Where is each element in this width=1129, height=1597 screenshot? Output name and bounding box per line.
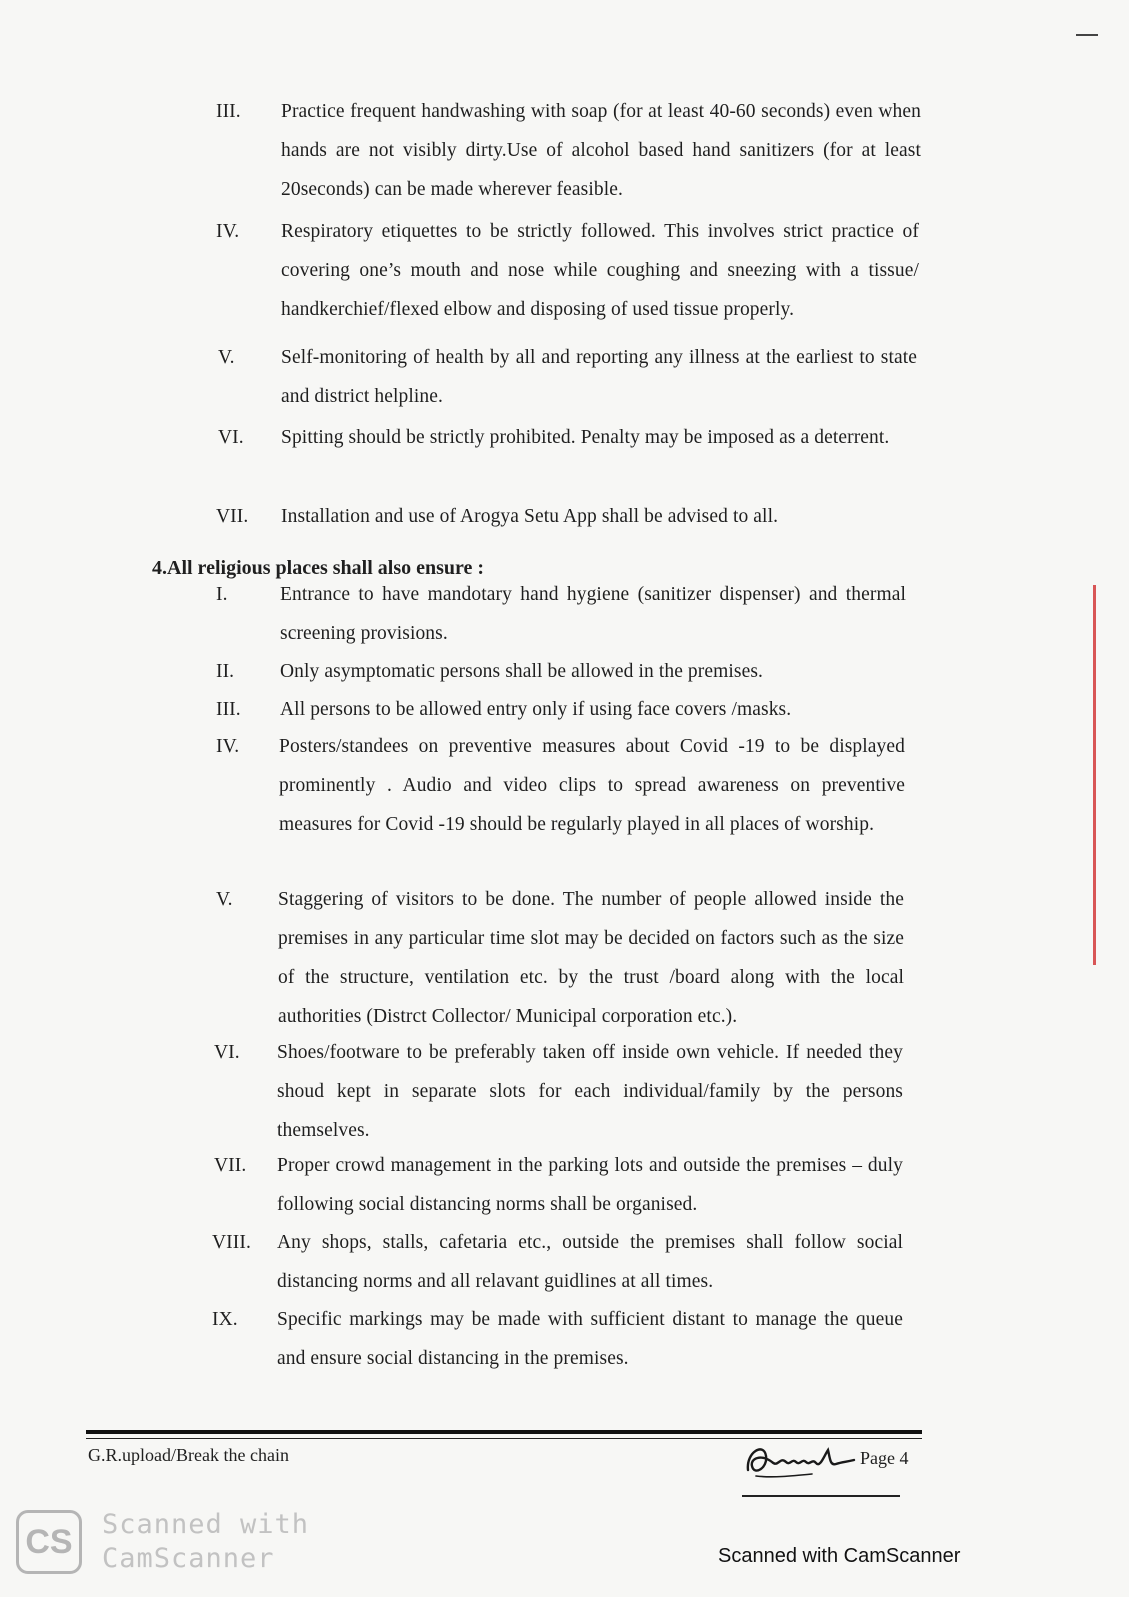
signature-underline: [742, 1495, 900, 1497]
item-numeral: VII.: [216, 506, 249, 527]
item-text: Respiratory etiquettes to be strictly followed. This involves strict practice of covering one’s mouth and nose while coughing and sneezing with a tissue/ handkerchief/flexed elbow and disposing of used tissue properly.: [281, 221, 919, 320]
footer-document-id: G.R.upload/Break the chain: [88, 1445, 289, 1465]
item-numeral: IV.: [216, 221, 240, 242]
item-text: Self-monitoring of health by all and reporting any illness at the earliest to state and district helpline.: [281, 347, 917, 407]
item-numeral: III.: [216, 699, 241, 720]
scan-watermark-corner: Scanned with CamScanner: [718, 1545, 961, 1567]
item-text: Spitting should be strictly prohibited. Penalty may be imposed as a deterrent.: [281, 427, 890, 448]
item-numeral: III.: [216, 101, 241, 122]
watermark-line-2: CamScanner: [102, 1543, 275, 1574]
item-numeral: IX.: [212, 1309, 238, 1330]
item-text: Entrance to have mandotary hand hygiene (sanitizer dispenser) and thermal screening provisions.: [280, 584, 906, 644]
item-text: Posters/standees on preventive measures about Covid -19 to be displayed prominently . Audio and video clips to spread awareness on preventive measures for Covid -19 should be regularly played in all places of worship.: [279, 736, 905, 835]
page-edge-mark: [1076, 34, 1098, 36]
item-numeral: VI.: [218, 427, 244, 448]
item-text: Specific markings may be made with sufficient distant to manage the queue and ensure social distancing in the premises.: [277, 1309, 903, 1369]
item-text: Any shops, stalls, cafetaria etc., outside the premises shall follow social distancing norms and all relavant guidlines at all times.: [277, 1232, 903, 1292]
item-text: Staggering of visitors to be done. The number of people allowed inside the premises in any particular time slot may be decided on factors such as the size of the structure, ventilation etc. by the trust /board along with the local authorities (Distrct Collector/ Municipal corporation etc.).: [278, 889, 904, 1027]
item-numeral: VII.: [214, 1155, 247, 1176]
item-numeral: IV.: [216, 736, 240, 757]
item-text: Practice frequent handwashing with soap (for at least 40-60 seconds) even when hands are not visibly dirty.Use of alcohol based hand sanitizers (for at least 20seconds) can be made wherever feasible.: [281, 101, 921, 200]
item-numeral: II.: [216, 661, 235, 682]
watermark-line-1: Scanned with: [102, 1509, 310, 1540]
item-text: Shoes/footware to be preferably taken off inside own vehicle. If needed they shoud kept in separate slots for each individual/family by the persons themselves.: [277, 1042, 903, 1141]
page-red-edge: [1093, 585, 1096, 965]
section-4-heading: 4.All religious places shall also ensure :: [152, 557, 485, 579]
item-text: Proper crowd management in the parking lots and outside the premises – duly following social distancing norms shall be organised.: [277, 1155, 903, 1215]
camscanner-logo-icon: CS: [16, 1510, 82, 1574]
item-numeral: VI.: [214, 1042, 240, 1063]
item-numeral: V.: [216, 889, 233, 910]
scan-watermark: [102, 1508, 309, 1576]
signature-icon: [742, 1432, 872, 1492]
item-numeral: I.: [216, 584, 228, 605]
item-numeral: V.: [218, 347, 235, 368]
item-text: Only asymptomatic persons shall be allowed in the premises.: [280, 661, 764, 682]
item-text: Installation and use of Arogya Setu App shall be advised to all.: [281, 506, 779, 527]
item-text: All persons to be allowed entry only if using face covers /masks.: [280, 699, 792, 720]
item-numeral: VIII.: [212, 1232, 251, 1253]
page-number: Page 4: [860, 1448, 909, 1468]
